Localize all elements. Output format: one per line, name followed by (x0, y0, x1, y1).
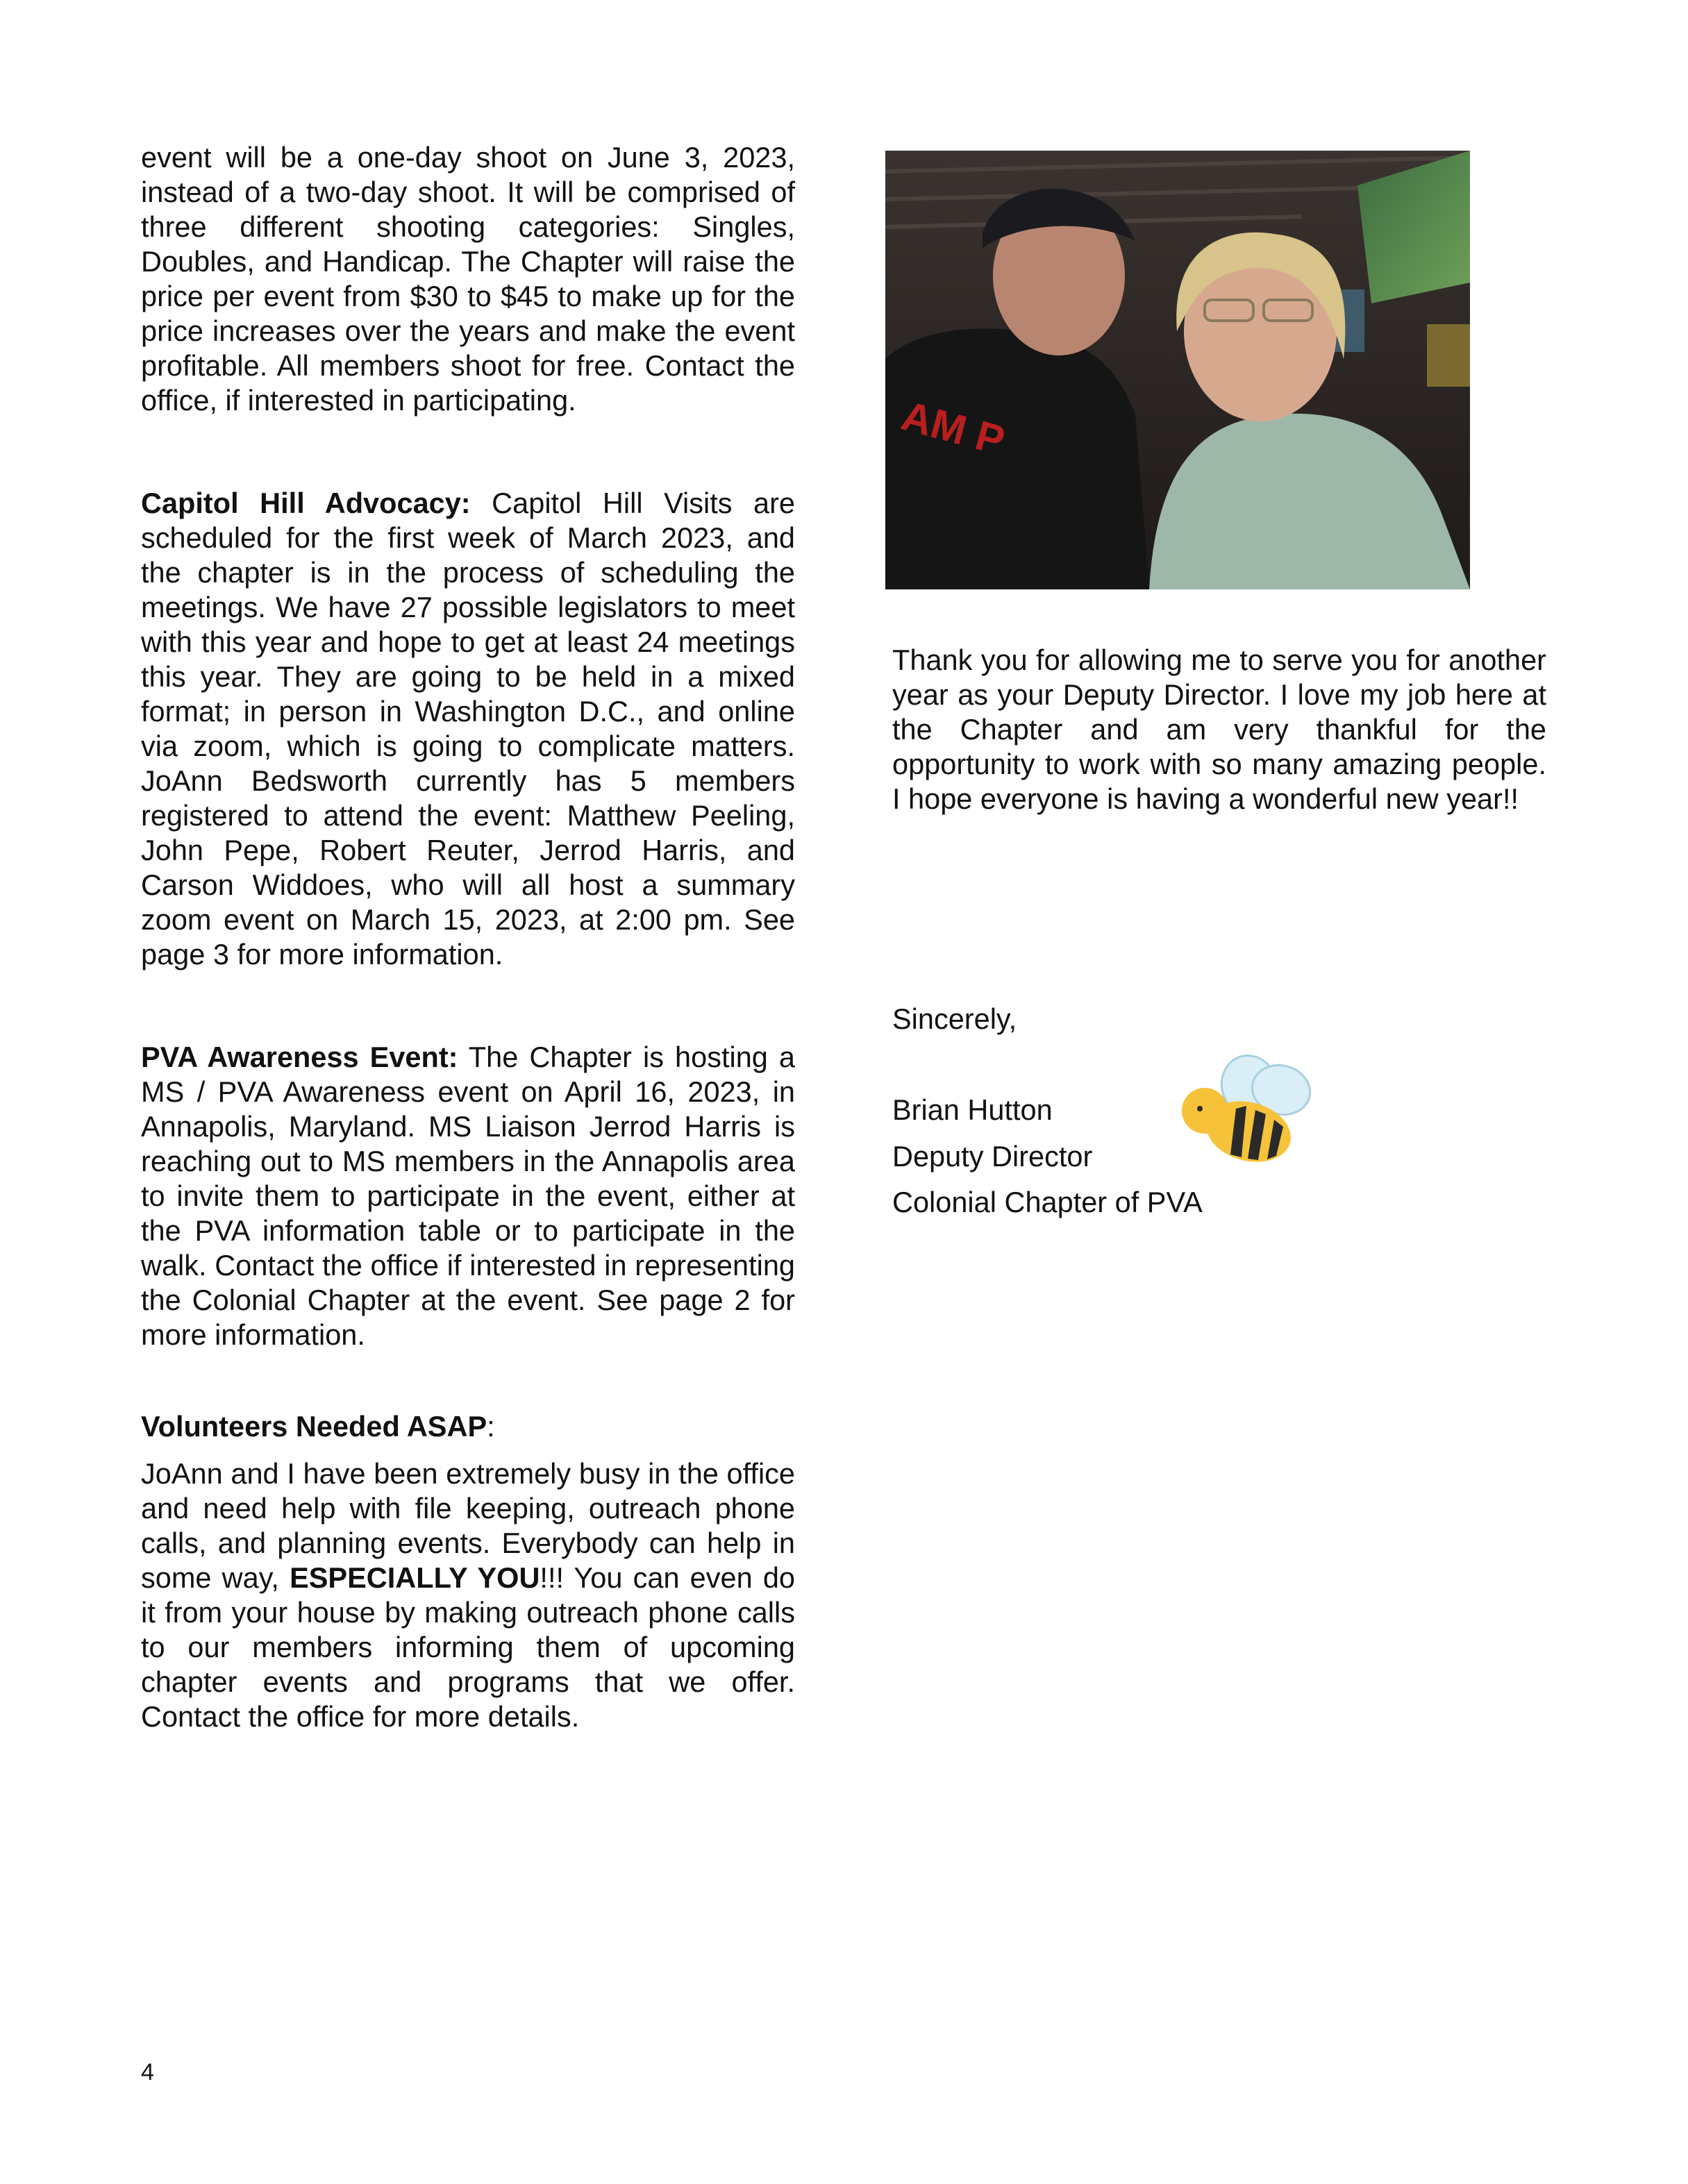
volunteers-heading-line (141, 1409, 795, 1444)
signer-name: Brian Hutton (892, 1093, 1053, 1126)
left-column (141, 140, 795, 1734)
signer-role: Deputy Director (892, 1140, 1093, 1173)
capitol-hill-paragraph (141, 486, 795, 972)
signer-org: Colonial Chapter of PVA (892, 1186, 1203, 1218)
pva-awareness-paragraph (141, 1040, 795, 1352)
volunteers-colon: : (487, 1410, 495, 1443)
volunteers-body-b: !!! You can even do it from your house by making outreach phone calls to our members informing them of upcoming chapter events and programs that we offer. Contact the office for more details. (141, 1561, 795, 1733)
right-column (892, 643, 1546, 816)
sincerely: Sincerely, (892, 1002, 1017, 1035)
pva-awareness-body: The Chapter is hosting a MS / PVA Awareness event on April 16, 2023, in Annapolis, Maryland. MS Liaison Jerrod Harris is reaching out to MS members in the Annapolis area to invite them to participate in the event, either at the PVA information table or to participate in the walk. Contact the office if interested in representing the Colonial Chapter at the event. See page 2 for more information. (141, 1041, 795, 1351)
svg-text:AM P: AM P (896, 392, 1010, 464)
volunteers-heading: Volunteers Needed ASAP (141, 1410, 487, 1443)
photo (885, 151, 1470, 589)
bee-icon (1153, 1052, 1319, 1173)
volunteers-emphasis: ESPECIALLY YOU (290, 1561, 540, 1594)
volunteers-body-a: JoAnn and I have been extremely busy in the office and need help with file keeping, outreach phone calls, and planning events. Everybody can help in some way, (141, 1457, 795, 1594)
pva-awareness-heading: PVA Awareness Event: (141, 1041, 458, 1073)
shoot-paragraph: event will be a one-day shoot on June 3, 2023, instead of a two-day shoot. It will be comprised of three different shooting categories: Singles, Doubles, and Handicap. The Chapter will raise the price per event from $30 to $45 to make up for the price increases over the years and make the event profitable. All members shoot for free. Contact the office, if interested in participating. (141, 141, 795, 417)
capitol-hill-body: Capitol Hill Visits are scheduled for the first week of March 2023, and the chapter is in the process of scheduling the meetings. We have 27 possible legislators to meet with this year and hope to get at least 24 meetings this year. They are going to be held in a mixed format; in person in Washington D.C., and online via zoom, which is going to complicate matters. JoAnn Bedsworth currently has 5 members registered to attend the event: Matthew Peeling, John Pepe, Robert Reuter, Jerrod Harris, and Carson Widdoes, who will all host a summary zoom event on March 15, 2023, at 2:00 pm. See page 3 for more information. (141, 487, 796, 971)
capitol-hill-heading: Capitol Hill Advocacy: (141, 487, 471, 519)
photo-of-two-people (885, 151, 1470, 589)
page-number: 4 (141, 2059, 154, 2085)
volunteers-paragraph (141, 1456, 795, 1734)
thank-you-paragraph: Thank you for allowing me to serve you for another year as your Deputy Director. I love my job here at the Chapter and am very thankful for the opportunity to work with so many amazing people. I hope everyone is having a wonderful new year!! (892, 644, 1546, 815)
